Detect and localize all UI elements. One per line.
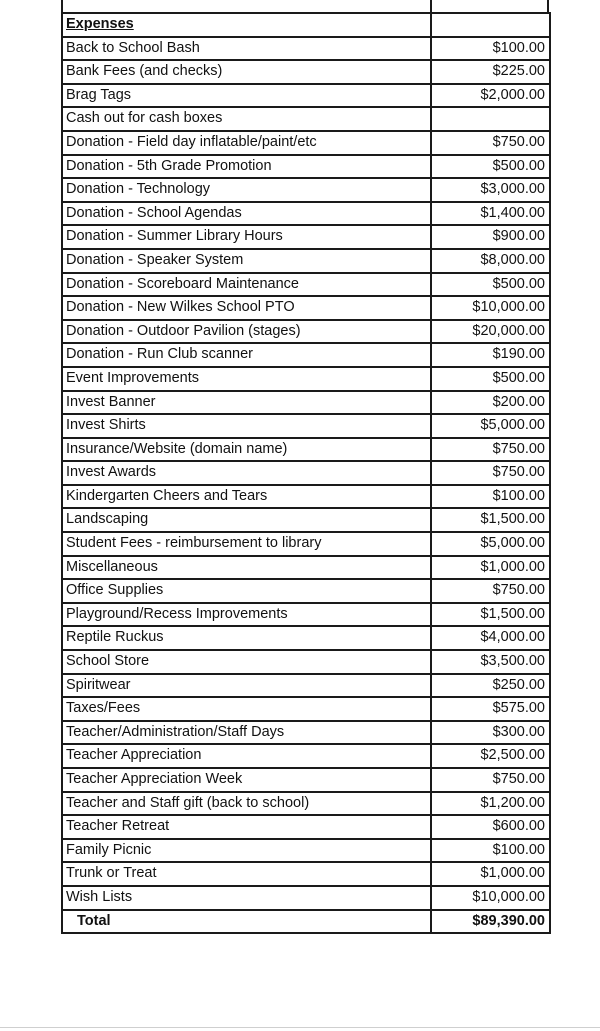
table-row bbox=[62, 768, 550, 792]
expense-amount: $1,000.00 bbox=[431, 556, 550, 580]
table-border-right bbox=[547, 0, 549, 12]
table-row bbox=[62, 273, 550, 297]
table-row bbox=[62, 461, 550, 485]
table-row bbox=[62, 367, 550, 391]
expense-amount: $750.00 bbox=[431, 768, 550, 792]
expense-amount: $3,500.00 bbox=[431, 650, 550, 674]
expense-name: Teacher Appreciation bbox=[62, 744, 431, 768]
table-row bbox=[62, 225, 550, 249]
expense-name: Donation - New Wilkes School PTO bbox=[62, 296, 431, 320]
expense-amount: $500.00 bbox=[431, 367, 550, 391]
expense-amount: $1,000.00 bbox=[431, 862, 550, 886]
expense-name: Brag Tags bbox=[62, 84, 431, 108]
table-row bbox=[62, 391, 550, 415]
expense-name: Back to School Bash bbox=[62, 37, 431, 61]
expense-amount: $250.00 bbox=[431, 674, 550, 698]
expense-name: Family Picnic bbox=[62, 839, 431, 863]
table-row bbox=[62, 650, 550, 674]
expenses-table-body bbox=[62, 13, 550, 933]
table-row bbox=[62, 532, 550, 556]
table-row bbox=[62, 862, 550, 886]
table-row bbox=[62, 556, 550, 580]
expense-amount: $8,000.00 bbox=[431, 249, 550, 273]
table-row bbox=[62, 839, 550, 863]
expense-amount: $750.00 bbox=[431, 461, 550, 485]
expense-name: Landscaping bbox=[62, 508, 431, 532]
expense-amount: $100.00 bbox=[431, 485, 550, 509]
table-row bbox=[62, 815, 550, 839]
expense-amount: $5,000.00 bbox=[431, 414, 550, 438]
expense-name: Donation - School Agendas bbox=[62, 202, 431, 226]
expense-name: Miscellaneous bbox=[62, 556, 431, 580]
expense-name: Event Improvements bbox=[62, 367, 431, 391]
expense-name: Trunk or Treat bbox=[62, 862, 431, 886]
table-row bbox=[62, 131, 550, 155]
expense-amount: $1,200.00 bbox=[431, 792, 550, 816]
expense-name: Taxes/Fees bbox=[62, 697, 431, 721]
expense-name: Invest Awards bbox=[62, 461, 431, 485]
expense-name: Donation - Speaker System bbox=[62, 249, 431, 273]
expense-amount: $575.00 bbox=[431, 697, 550, 721]
expense-amount: $500.00 bbox=[431, 155, 550, 179]
table-row bbox=[62, 626, 550, 650]
expense-name: Teacher Appreciation Week bbox=[62, 768, 431, 792]
expense-amount: $1,400.00 bbox=[431, 202, 550, 226]
expense-name: Donation - Scoreboard Maintenance bbox=[62, 273, 431, 297]
expense-amount: $2,000.00 bbox=[431, 84, 550, 108]
expense-name: Spiritwear bbox=[62, 674, 431, 698]
table-border-left bbox=[61, 0, 63, 12]
table-row bbox=[62, 84, 550, 108]
table-row bbox=[62, 107, 550, 131]
expenses-table bbox=[61, 12, 551, 934]
expense-name: Kindergarten Cheers and Tears bbox=[62, 485, 431, 509]
table-row bbox=[62, 343, 550, 367]
table-row bbox=[62, 320, 550, 344]
expenses-sheet bbox=[61, 12, 549, 934]
total-amount: $89,390.00 bbox=[431, 910, 550, 934]
total-label: Total bbox=[62, 910, 431, 934]
table-row bbox=[62, 792, 550, 816]
expense-amount: $600.00 bbox=[431, 815, 550, 839]
expense-name: Donation - Technology bbox=[62, 178, 431, 202]
expense-name: Student Fees - reimbursement to library bbox=[62, 532, 431, 556]
table-row bbox=[62, 414, 550, 438]
expense-amount: $300.00 bbox=[431, 721, 550, 745]
expense-name: Bank Fees (and checks) bbox=[62, 60, 431, 84]
table-row bbox=[62, 603, 550, 627]
expense-name: Donation - 5th Grade Promotion bbox=[62, 155, 431, 179]
expense-name: Teacher and Staff gift (back to school) bbox=[62, 792, 431, 816]
expense-name: Wish Lists bbox=[62, 886, 431, 910]
table-row bbox=[62, 296, 550, 320]
expense-amount: $10,000.00 bbox=[431, 886, 550, 910]
expense-name: Donation - Field day inflatable/paint/etc bbox=[62, 131, 431, 155]
table-row bbox=[62, 508, 550, 532]
expense-name: Donation - Outdoor Pavilion (stages) bbox=[62, 320, 431, 344]
table-row bbox=[62, 485, 550, 509]
table-row bbox=[62, 438, 550, 462]
expense-name: Teacher Retreat bbox=[62, 815, 431, 839]
expense-amount: $20,000.00 bbox=[431, 320, 550, 344]
table-row bbox=[62, 37, 550, 61]
table-row bbox=[62, 886, 550, 910]
expense-amount: $750.00 bbox=[431, 579, 550, 603]
expense-amount: $500.00 bbox=[431, 273, 550, 297]
expense-name: Playground/Recess Improvements bbox=[62, 603, 431, 627]
expense-amount: $1,500.00 bbox=[431, 603, 550, 627]
expense-amount: $750.00 bbox=[431, 131, 550, 155]
expense-name: Teacher/Administration/Staff Days bbox=[62, 721, 431, 745]
expense-name: Reptile Ruckus bbox=[62, 626, 431, 650]
expense-amount: $3,000.00 bbox=[431, 178, 550, 202]
expense-amount bbox=[431, 107, 550, 131]
table-row bbox=[62, 249, 550, 273]
expense-name: Cash out for cash boxes bbox=[62, 107, 431, 131]
expense-amount: $100.00 bbox=[431, 37, 550, 61]
expense-amount: $2,500.00 bbox=[431, 744, 550, 768]
expense-name: Donation - Run Club scanner bbox=[62, 343, 431, 367]
expense-name: Insurance/Website (domain name) bbox=[62, 438, 431, 462]
expense-name: Donation - Summer Library Hours bbox=[62, 225, 431, 249]
expense-amount: $200.00 bbox=[431, 391, 550, 415]
table-row bbox=[62, 674, 550, 698]
page-bottom-rule bbox=[0, 1027, 600, 1028]
expense-name: Office Supplies bbox=[62, 579, 431, 603]
table-row bbox=[62, 202, 550, 226]
header-row bbox=[62, 13, 550, 37]
table-row bbox=[62, 697, 550, 721]
table-row bbox=[62, 721, 550, 745]
expense-amount: $100.00 bbox=[431, 839, 550, 863]
table-border-middle bbox=[430, 0, 432, 12]
table-row bbox=[62, 579, 550, 603]
table-top-edge bbox=[61, 0, 549, 12]
expense-amount: $750.00 bbox=[431, 438, 550, 462]
table-row bbox=[62, 60, 550, 84]
expense-amount: $190.00 bbox=[431, 343, 550, 367]
expense-amount: $4,000.00 bbox=[431, 626, 550, 650]
expense-name: Invest Shirts bbox=[62, 414, 431, 438]
expense-name: School Store bbox=[62, 650, 431, 674]
expense-amount: $5,000.00 bbox=[431, 532, 550, 556]
expense-amount: $900.00 bbox=[431, 225, 550, 249]
table-row bbox=[62, 178, 550, 202]
expense-amount: $10,000.00 bbox=[431, 296, 550, 320]
expense-amount: $1,500.00 bbox=[431, 508, 550, 532]
header-label: Expenses bbox=[62, 13, 431, 37]
total-row bbox=[62, 910, 550, 934]
header-amount bbox=[431, 13, 550, 37]
table-row bbox=[62, 155, 550, 179]
table-row bbox=[62, 744, 550, 768]
expense-name: Invest Banner bbox=[62, 391, 431, 415]
expense-amount: $225.00 bbox=[431, 60, 550, 84]
